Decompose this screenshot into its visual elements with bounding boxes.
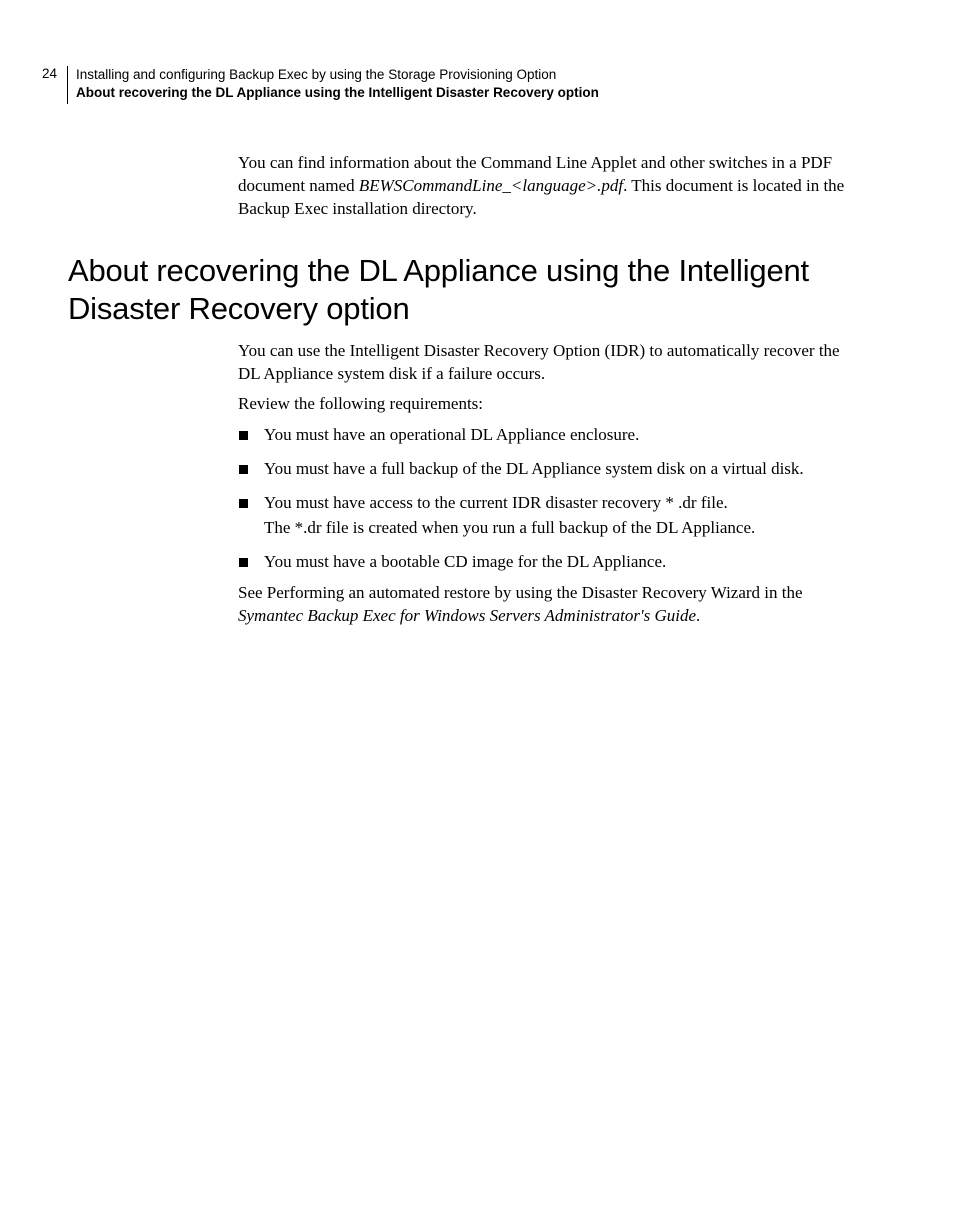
- requirements-list: [238, 423, 868, 584]
- see-also-text-before: See Performing an automated restore by using the Disaster Recovery Wizard in the: [238, 583, 803, 602]
- bullet-square-icon: [239, 465, 248, 474]
- list-item: [238, 423, 868, 446]
- list-item-text: You must have a full backup of the DL Appliance system disk on a virtual disk.: [264, 459, 804, 478]
- intro-text-before: You can find information about the Command Line Applet and other switches in a PDF document named: [238, 153, 833, 195]
- list-item-text: You must have an operational DL Appliance enclosure.: [264, 425, 640, 444]
- bullet-square-icon: [239, 499, 248, 508]
- see-also-text-after: .: [696, 606, 701, 625]
- header-titles: [76, 66, 696, 102]
- page-number: 24: [42, 66, 58, 81]
- list-item-text: You must have access to the current IDR disaster recovery * .dr file.: [264, 493, 728, 512]
- header-divider: [67, 66, 68, 104]
- list-item: [238, 550, 868, 573]
- header-section-title: About recovering the DL Appliance using the Intelligent Disaster Recovery option: [76, 85, 599, 100]
- list-item: [238, 491, 868, 539]
- bullet-square-icon: [239, 558, 248, 567]
- see-also-paragraph: [238, 581, 858, 627]
- see-also-guide-title: Symantec Backup Exec for Windows Servers Administrator's Guide: [238, 606, 696, 625]
- header-chapter-title: Installing and configuring Backup Exec by using the Storage Provisioning Option: [76, 67, 557, 82]
- intro-text-after: . This document is located in the Backup Exec installation directory.: [238, 176, 845, 218]
- list-item: [238, 457, 868, 480]
- list-item-text: You must have a bootable CD image for the DL Appliance.: [264, 552, 667, 571]
- intro-paragraph: [238, 151, 858, 220]
- section-paragraph-1: You can use the Intelligent Disaster Recovery Option (IDR) to automatically recover the DL Appliance system disk if a failure occurs.: [238, 341, 840, 383]
- intro-filename: BEWSCommandLine_<language>.pdf: [358, 176, 624, 195]
- list-item-subtext: The *.dr file is created when you run a full backup of the DL Appliance.: [264, 518, 756, 537]
- section-paragraph-2: Review the following requirements:: [238, 394, 484, 413]
- section-heading: About recovering the DL Appliance using the Intelligent Disaster Recovery option: [68, 253, 809, 326]
- bullet-square-icon: [239, 431, 248, 440]
